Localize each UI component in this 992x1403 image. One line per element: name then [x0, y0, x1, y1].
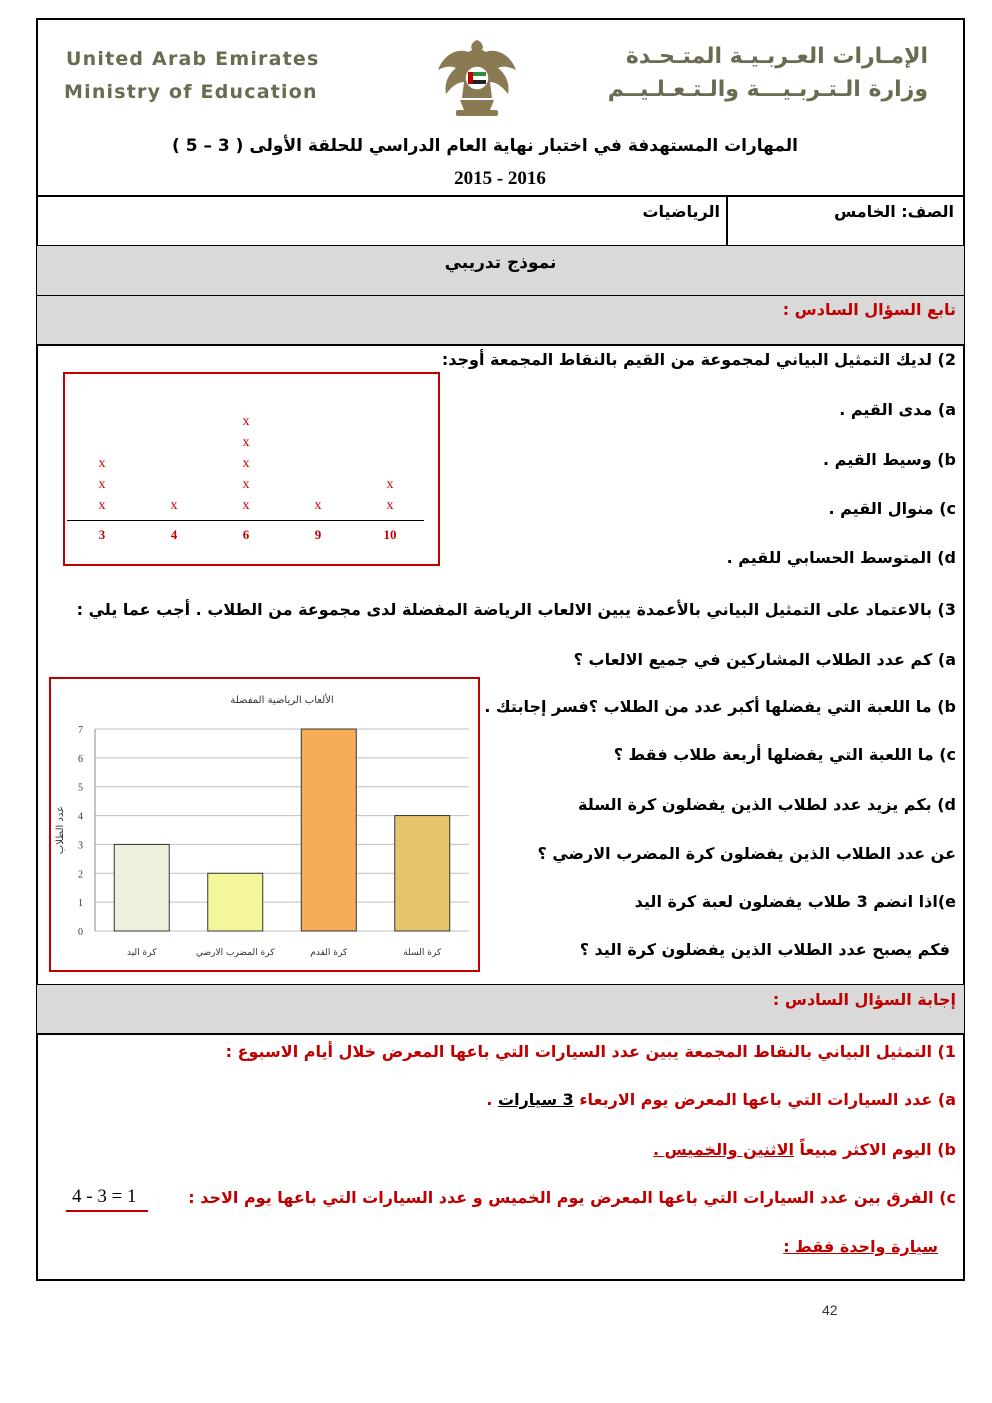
- q3-b: b) ما اللعبة التي يفضلها أكبر عدد من الطلاب ؟فسر إجابتك .: [484, 697, 956, 716]
- chart-y-tick-label: 6: [78, 753, 83, 765]
- answer-a-text: a) عدد السيارات التي باعها المعرض يوم الاربعاء: [579, 1090, 956, 1109]
- answer-a-value: 3 سيارات: [498, 1090, 574, 1109]
- dot-plot-mark: x: [314, 498, 322, 513]
- chart-category-label: كرة القدم: [310, 948, 348, 958]
- q3-intro: 3) بالاعتماد على التمثيل البياني بالأعمدة يبين الالعاب الرياضة المفضلة لدى مجموعة من الطلاب . أجب عما يلي :: [76, 600, 956, 619]
- dot-plot-label: 9: [314, 527, 322, 542]
- q2-intro: 2) لديك التمثيل البياني لمجموعة من القيم بالنقاط المجمعة أوجد:: [441, 350, 956, 369]
- header-ar-line2: وزارة الـتـربـيـــة والـتـعـلـيــم: [607, 77, 928, 102]
- answer-b-text: b) اليوم الاكثر مبيعاً: [799, 1140, 956, 1159]
- dot-plot-label: 6: [242, 527, 250, 542]
- dot-plot-mark: x: [98, 498, 106, 513]
- q3-d2: عن عدد الطلاب الذين يفضلون كرة المضرب الارضي ؟: [537, 844, 956, 863]
- q2-b: b) وسيط القيم .: [823, 450, 956, 469]
- q2-a: a) مدى القيم .: [839, 400, 956, 419]
- dot-plot-axis: [67, 520, 424, 521]
- chart-y-tick-label: 2: [78, 869, 83, 881]
- chart-bar: [395, 816, 450, 931]
- dot-plot-mark: x: [386, 477, 394, 492]
- chart-category-label: كرة المضرب الارضي: [196, 948, 275, 958]
- chart-bar: [301, 729, 356, 931]
- bar-chart: [51, 679, 478, 970]
- q2-c: c) منوال القيم .: [828, 499, 956, 518]
- answer-a: [486, 1090, 956, 1109]
- dot-plot-mark: x: [242, 498, 250, 513]
- header-ar-line1: الإمـارات العـربـيـة المتـحـدة: [625, 44, 928, 69]
- dot-plot-label: 3: [98, 527, 106, 542]
- q2-d: d) المتوسط الحسابي للقيم .: [726, 548, 956, 567]
- dot-plot-mark: x: [386, 498, 394, 513]
- uae-emblem-icon: [432, 36, 522, 118]
- dot-plot-label: 4: [170, 527, 178, 542]
- chart-y-tick-label: 1: [78, 898, 83, 910]
- dot-plot-mark: x: [170, 498, 178, 513]
- dot-plot-mark: x: [242, 414, 250, 429]
- answer-1: 1) التمثيل البياني بالنقاط المجمعة يبين عدد السيارات التي باعها المعرض خلال أيام الاسبوع :: [225, 1042, 956, 1061]
- answer-b-value: الاثنين والخميس .: [653, 1140, 794, 1159]
- grade-label: الصف: الخامس: [834, 202, 954, 221]
- dot-plot-label: 10: [383, 527, 397, 542]
- academic-year: 2015 - 2016: [454, 168, 546, 189]
- answer-a-end: .: [486, 1090, 493, 1109]
- answers-title: إجابة السؤال السادس :: [772, 990, 956, 1009]
- answer-c-equation: 4 - 3 = 1: [72, 1186, 137, 1207]
- chart-category-label: كرة اليد: [126, 948, 157, 958]
- q3-e2: فكم يصبح عدد الطلاب الذين يفضلون كرة اليد ؟: [579, 940, 950, 959]
- chart-category-label: كرة السلة: [403, 948, 442, 958]
- header-en-line2: Ministry of Education: [64, 81, 318, 103]
- dot-plot-mark: x: [242, 477, 250, 492]
- header-en-line1: United Arab Emirates: [66, 48, 320, 70]
- model-title: نموذج تدريبي: [444, 253, 557, 273]
- dot-plot-mark: x: [242, 435, 250, 450]
- q3-a: a) كم عدد الطلاب المشاركين في جميع الالعاب ؟: [573, 650, 956, 669]
- subject-label: الرياضيات: [642, 202, 720, 221]
- chart-y-axis-label: عدد الطلاب: [55, 805, 66, 855]
- chart-y-tick-label: 0: [78, 927, 83, 938]
- chart-title: الألعاب الرياضية المفضلة: [230, 695, 334, 706]
- q3-d1: d) بكم يزيد عدد لطلاب الذين يفضلون كرة السلة: [578, 795, 956, 814]
- q3-c: c) ما اللعبة التي يفضلها أربعة طلاب فقط ؟: [613, 745, 956, 764]
- dot-plot-mark: x: [242, 456, 250, 471]
- dot-plot-mark: x: [98, 477, 106, 492]
- chart-y-tick-label: 4: [78, 811, 83, 823]
- chart-bar: [114, 844, 169, 931]
- chart-y-tick-label: 3: [78, 840, 83, 852]
- chart-y-tick-label: 7: [78, 725, 83, 736]
- equation-underline: [66, 1210, 148, 1212]
- section-title: تابع السؤال السادس :: [782, 300, 956, 319]
- answer-c-value: سيارة واحدة فقط :: [783, 1237, 938, 1256]
- answer-b: [653, 1140, 956, 1159]
- chart-y-tick-label: 5: [78, 782, 83, 794]
- dot-plot-mark: x: [98, 456, 106, 471]
- answer-c: c) الفرق بين عدد السيارات التي باعها المعرض يوم الخميس و عدد السيارات التي باعها يوم الاحد :: [188, 1188, 956, 1207]
- page-title: المهارات المستهدفة في اختبار نهاية العام الدراسي للحلقة الأولى ( 3 – 5 ): [172, 136, 798, 156]
- page-number: 42: [822, 1302, 838, 1318]
- chart-bar: [208, 873, 263, 931]
- q3-e1: e)اذا انضم 3 طلاب يفضلون لعبة كرة اليد: [634, 892, 956, 911]
